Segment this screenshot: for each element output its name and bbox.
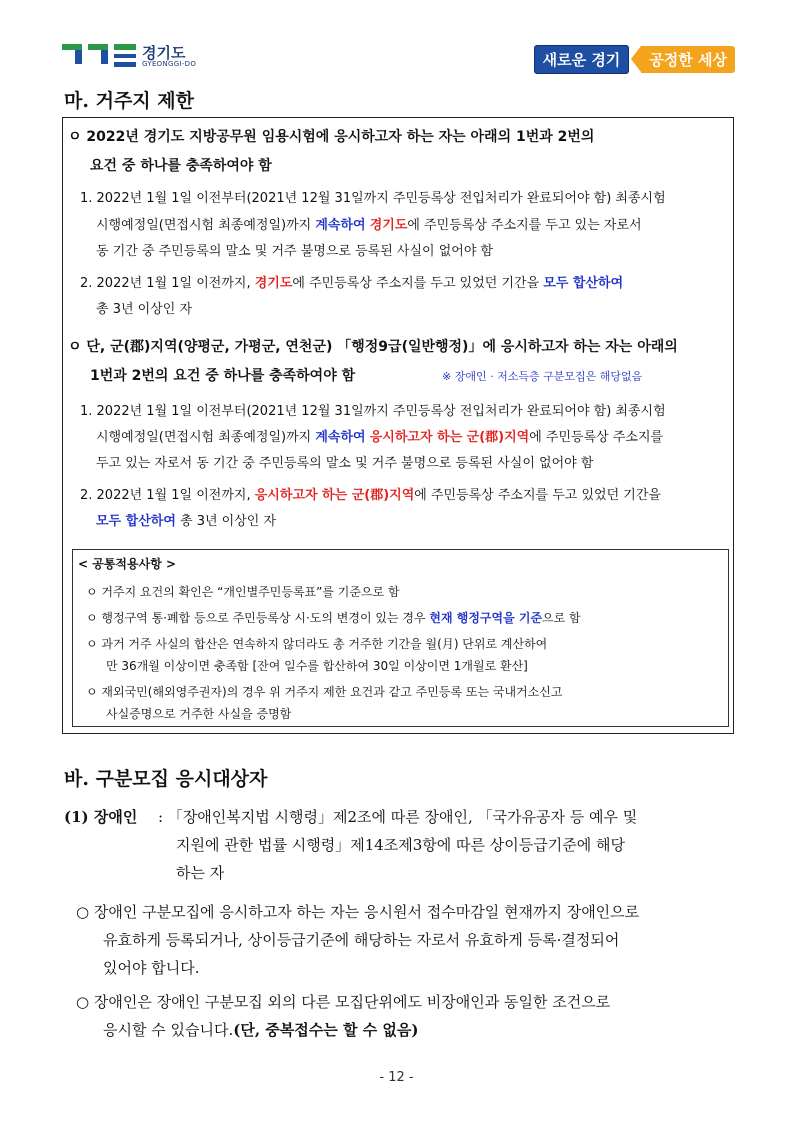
section-title-ba: 바. 구분모집 응시대상자	[64, 768, 268, 790]
p1-item1-line2: 시행예정일(면접시험 최종예정일)까지 계속하여 경기도에 주민등록상 주소지를 두고 있는 자로서	[96, 218, 642, 233]
b2-line1: ○ 장애인은 장애인 구분모집 외의 다른 모집단위에도 비장애인과 동일한 조건으로	[76, 993, 611, 1011]
common-title: < 공통적용사항 >	[78, 557, 177, 571]
p2-item2-line2: 모두 합산하여 총 3년 이상인 자	[96, 514, 277, 529]
b2-line2: 응시할 수 있습니다.(단, 중복접수는 할 수 없음)	[103, 1021, 419, 1039]
p2-item2-line1: 2. 2022년 1월 1일 이전까지, 응시하고자 하는 군(郡)지역에 주민등록상 주소지를 두고 있었던 기간을	[80, 488, 661, 503]
gyeonggi-logo-icon	[62, 44, 136, 68]
logo-subtext: GYEONGGI-DO	[142, 60, 197, 68]
page-number: - 12 -	[379, 1070, 414, 1085]
p1-item2-line2: 총 3년 이상인 자	[96, 302, 193, 317]
disabled-label: (1) 장애인	[64, 808, 138, 826]
page-header	[0, 0, 793, 80]
p1-item2-line1: 2. 2022년 1월 1일 이전까지, 경기도에 주민등록상 주소지를 두고 있었던 기간을 모두 합산하여	[80, 276, 624, 291]
p2-item1-line2: 시행예정일(면접시험 최종예정일)까지 계속하여 응시하고자 하는 군(郡)지역에 주민등록상 주소지를	[96, 430, 664, 445]
common-item3-line2: 만 36개월 이상이면 충족함 [잔여 일수를 합산하여 30일 이상이면 1개월로 환산]	[106, 659, 528, 673]
disabled-def-line3: 하는 자	[176, 864, 225, 882]
common-item1: ㅇ 거주지 요건의 확인은 “개인별주민등록표”를 기준으로 함	[86, 585, 400, 599]
disabled-def-line2: 지원에 관한 법률 시행령」제14조제3항에 따른 상이등급기준에 해당	[176, 836, 625, 854]
b1-line3: 있어야 합니다.	[103, 959, 200, 977]
p2-item1-line3: 두고 있는 자로서 동 기간 중 주민등록의 말소 및 거주 불명으로 등록된 사실이 없어야 함	[96, 456, 594, 471]
slogan-right: 공정한 세상	[641, 46, 735, 73]
section-title-ma: 마. 거주지 제한	[64, 90, 194, 112]
common-item2: ㅇ 행정구역 통·폐합 등으로 주민등록상 시·도의 변경이 있는 경우 현재 행정구역을 기준으로 함	[86, 611, 581, 625]
b1-line1: ○ 장애인 구분모집에 응시하고자 하는 자는 응시원서 접수마감일 현재까지 장애인으로	[76, 903, 640, 921]
slogan-left: 새로운 경기	[534, 45, 630, 74]
p1-item1-line1: 1. 2022년 1월 1일 이전부터(2021년 12월 31일까지 주민등록상 전입처리가 완료되어야 함) 최종시험	[80, 191, 666, 206]
slogan-banner	[534, 46, 735, 72]
b1-line2: 유효하게 등록되거나, 상이등급기준에 해당하는 자로서 유효하게 등록·결정되어	[103, 931, 620, 949]
p1-line2: 요건 중 하나를 충족하여야 함	[90, 158, 272, 174]
p2-note: ※ 장애인 · 저소득층 구분모집은 해당없음	[442, 370, 643, 383]
disabled-def-line1: : 「장애인복지법 시행령」제2조에 따른 장애인, 「국가유공자 등 예우 및	[158, 808, 638, 826]
p2-item1-line1: 1. 2022년 1월 1일 이전부터(2021년 12월 31일까지 주민등록상 전입처리가 완료되어야 함) 최종시험	[80, 404, 666, 419]
p1-item1-line3: 동 기간 중 주민등록의 말소 및 거주 불명으로 등록된 사실이 없어야 함	[96, 244, 494, 259]
common-item4-line2: 사실증명으로 거주한 사실을 증명함	[106, 707, 292, 721]
p1-line1: ㅇ 2022년 경기도 지방공무원 임용시험에 응시하고자 하는 자는 아래의 1번과 2번의	[68, 129, 595, 145]
gyeonggi-logo	[62, 42, 222, 72]
common-item3-line1: ㅇ 과거 거주 사실의 합산은 연속하지 않더라도 총 거주한 기간을 월(月) 단위로 계산하여	[86, 637, 548, 651]
logo-text: 경기도	[142, 44, 186, 62]
p2-line1: ㅇ 단, 군(郡)지역(양평군, 가평군, 연천군) 「행정9급(일반행정)」에 응시하고자 하는 자는 아래의	[68, 339, 678, 355]
p2-line2: 1번과 2번의 요건 중 하나를 충족하여야 함	[90, 368, 356, 384]
slogan-arrow-icon	[631, 46, 641, 72]
common-item4-line1: ㅇ 재외국민(해외영주권자)의 경우 위 거주지 제한 요건과 같고 주민등록 또는 국내거소신고	[86, 685, 563, 699]
